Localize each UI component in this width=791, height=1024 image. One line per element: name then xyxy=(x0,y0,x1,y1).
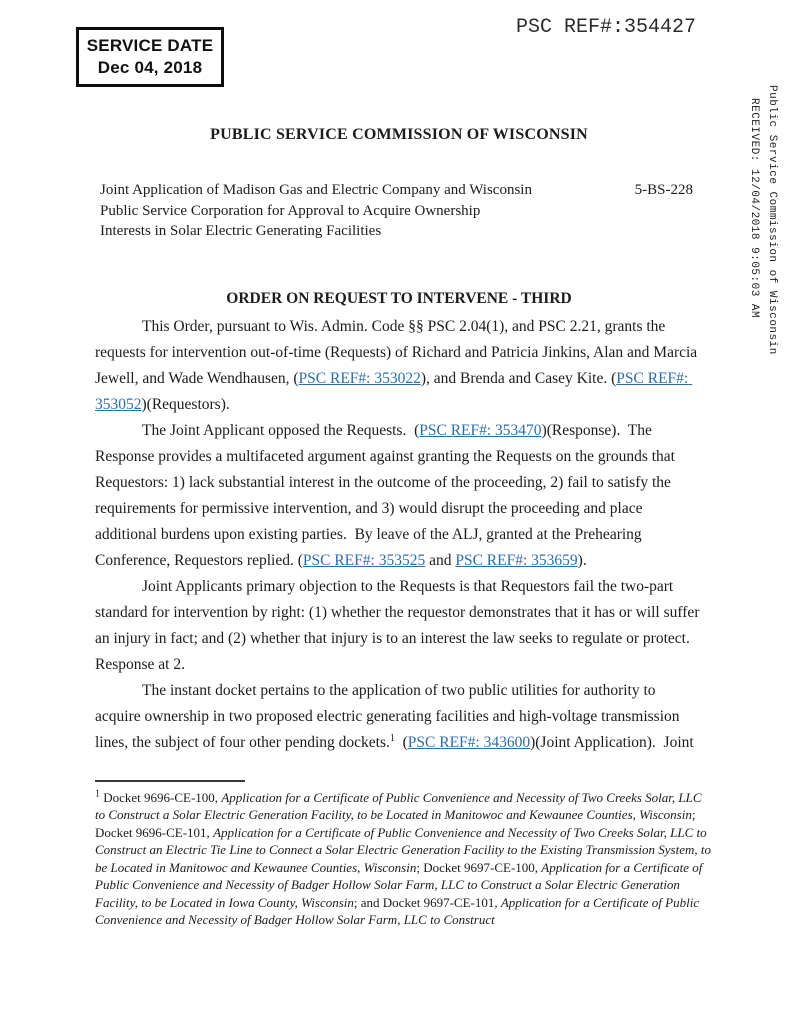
psc-ref-link[interactable]: PSC REF#: 353525 xyxy=(302,551,426,569)
text-segment: )(Joint Application). Joint xyxy=(530,733,694,751)
caption-line: Public Service Corporation for Approval to Acquire Ownership xyxy=(100,202,481,219)
service-date-label: SERVICE DATE xyxy=(86,36,214,55)
psc-ref-number: PSC REF#:354427 xyxy=(516,16,697,39)
docket-number: 5-BS-228 xyxy=(634,182,693,198)
text-segment: Joint Applicants primary objection to the Requests is that Requestors fail the two-part standard for intervention by right: (1) whether the requestor demonstrates that it has or will suffer an injury in fact; and (2) whether that injury is to an interest the law seeks to regulate or protect. Response at 2. xyxy=(95,577,704,673)
case-caption xyxy=(95,180,703,242)
text-segment: ; Docket 9697-CE-100, xyxy=(416,859,542,875)
body-paragraph-2 xyxy=(95,418,703,574)
psc-ref-link[interactable]: PSC REF#: 353659 xyxy=(455,551,578,569)
psc-ref-link[interactable]: PSC REF#: 353022 xyxy=(298,369,421,387)
document-content xyxy=(95,0,715,929)
case-citation: Application for a Certificate of Public Convenience and Necessity of Two Creeks Solar, LLC to Construct an Electric Tie Line to Connect a Solar Electric Generation Facility to the Existing Transmission System, to be Located in Manitowoc and Kewaunee Counties, Wisconsin xyxy=(95,824,715,875)
case-citation: Application for a Certificate of Public Convenience and Necessity of Badger Hollow Solar Farm, LLC to Construct xyxy=(95,894,703,927)
text-segment: )(Response). The Response provides a multifaceted argument against granting the Requests on the grounds that Requestors: 1) lack substantial interest in the outcome of the proceeding, 2) fail to satisfy the requirements for permissive intervention, and 3) would disrupt the proceeding and place additional burdens upon existing parties. By leave of the ALJ, granted at the Prehearing Conference, Requestors replied. ( xyxy=(95,421,679,569)
text-segment: ), and Brenda and Casey Kite. ( xyxy=(420,369,617,387)
psc-ref-link[interactable]: PSC REF#: 353052 xyxy=(95,369,693,413)
text-segment: Docket 9696-CE-100, xyxy=(100,789,222,805)
text-segment: ). xyxy=(577,551,587,569)
case-citation: Application for a Certificate of Public Convenience and Necessity of Two Creeks Solar, LLC to Construct a Solar Electric Generation Facility, to be Located in Manitowoc and Kewaunee Counties, Wisconsin xyxy=(95,789,705,822)
footnote-separator xyxy=(95,780,245,782)
body-paragraph-1 xyxy=(95,314,703,418)
body-paragraph-3 xyxy=(95,574,703,678)
text-segment: )(Requestors). xyxy=(141,395,230,413)
text-segment: The instant docket pertains to the application of two public utilities for authority to acquire ownership in two proposed electric generating facilities and high-voltage transmission lines, the subject of four other pending dockets. xyxy=(95,681,684,751)
footnote-marker: 1 xyxy=(389,732,395,744)
text-segment: and xyxy=(425,551,456,569)
footnote-text xyxy=(95,788,715,929)
text-segment: This Order, pursuant to Wis. Admin. Code §§ PSC 2.04(1), and PSC 2.21, grants the requests for intervention out-of-time (Requests) of Richard and Patricia Jinkins, Alan and Marcia Jewell, and Wade Wendhausen, ( xyxy=(95,317,702,387)
received-stamp-timestamp: RECEIVED: 12/04/2018 9:05:03 AM xyxy=(748,98,760,319)
caption-line: Joint Application of Madison Gas and Electric Company and Wisconsin xyxy=(100,182,532,198)
text-segment: ( xyxy=(394,733,408,751)
caption-line: Interests in Solar Electric Generating Facilities xyxy=(100,223,382,239)
text-segment: ; and Docket 9697-CE-101, xyxy=(353,894,501,910)
order-heading: ORDER ON REQUEST TO INTERVENE - THIRD xyxy=(226,289,572,307)
received-stamp-agency: Public Service Commission of Wisconsin xyxy=(766,85,778,355)
text-segment: ; Docket 9696-CE-101, xyxy=(95,807,699,840)
text-segment: The Joint Applicant opposed the Requests. ( xyxy=(142,421,420,439)
body-paragraph-4 xyxy=(95,678,703,756)
case-citation: Application for a Certificate of Public Convenience and Necessity of Badger Hollow Solar Farm, LLC to Construct a Solar Electric Generation Facility, to be Located in Iowa County, Wisconsin xyxy=(95,859,706,910)
footnote-marker: 1 xyxy=(95,788,100,800)
service-date-value: Dec 04, 2018 xyxy=(97,58,203,77)
order-body xyxy=(95,314,703,756)
document-title: PUBLIC SERVICE COMMISSION OF WISCONSIN xyxy=(210,126,588,143)
psc-ref-link[interactable]: PSC REF#: 343600 xyxy=(407,733,531,751)
psc-ref-link[interactable]: PSC REF#: 353470 xyxy=(419,421,542,439)
caption-text xyxy=(100,180,532,242)
